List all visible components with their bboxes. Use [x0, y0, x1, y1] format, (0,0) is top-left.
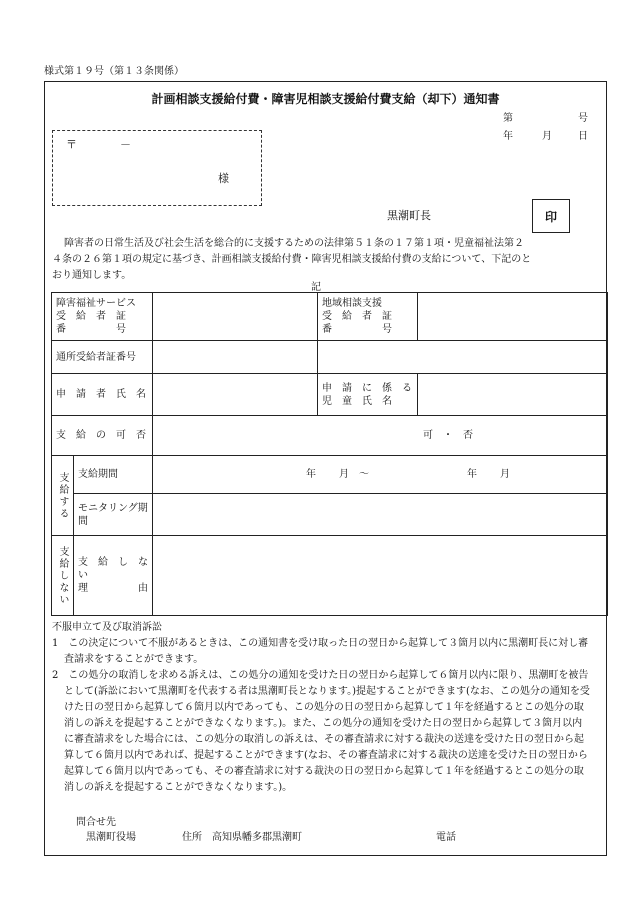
- reason-label: 支 給 し な い 理 由: [74, 536, 153, 616]
- doc-no-prefix: 第: [503, 113, 513, 124]
- child-label: 申 請 に 係 る 児 童 氏 名: [318, 374, 418, 416]
- regional-cert-label: 地域相談支援 受 給 者 証 番 号: [318, 293, 418, 341]
- monitoring-value: [153, 494, 608, 536]
- document-title: 計画相談支援給付費・障害児相談支援給付費支給（却下）通知書: [151, 92, 500, 106]
- contact-heading: 問合せ先: [76, 817, 116, 828]
- suru-label: 支給する: [52, 456, 74, 536]
- reason-value: [153, 536, 608, 616]
- postal-dash: －: [120, 138, 131, 151]
- note-2: 2 この処分の取消しを求める訴えは、この処分の通知を受けた日の翌日から起算して６箇月以内に限り、黒潮町を被告として(訴訟において黒潮町を代表する者は黒潮町長となります。)提起することができます(なお、この処分の通知を受けた日の翌日から起算して６箇月以内であっても、この処分の日の翌日から起算して１年を経過するとこの処分の取消しの訴えを提起することができなくなります。)。また、この処分の通知を受けた日の翌日から起算して３箇月以内に審査請求をした場合には、この処分の取消しの訴えは、その審査請求に対する裁決の送達を受けた日の翌日から起算して６箇月以内であれば、提起することができます(なお、その審査請求に対する裁決の送達を受けた日の翌日から起算して６箇月以内であっても、その審査請求に対する裁決の日の翌日から起算して１年を経過するとこの処分の取消しの訴えを提起することができなくなります。)。: [52, 670, 590, 793]
- postal-mark: 〒: [66, 138, 77, 151]
- approval-label: 支 給 の 可 否: [52, 416, 153, 456]
- applicant-label: 申 請 者 氏 名: [52, 374, 153, 416]
- tsusho-blank: [318, 341, 608, 374]
- honorific: 様: [218, 172, 229, 185]
- date-month: 月: [542, 131, 552, 142]
- notes-heading: 不服申立て及び取消訴訟: [52, 622, 162, 633]
- child-value: [418, 374, 608, 416]
- applicant-value: [153, 374, 318, 416]
- monitoring-label: モニタリング期間: [74, 494, 153, 536]
- issuer-name: 黒潮町長: [387, 209, 431, 222]
- doc-no-suffix: 号: [578, 113, 588, 124]
- tsusho-number-cells: [153, 341, 318, 374]
- period-value: 年 月 ～ 年 月: [153, 456, 608, 494]
- contact-office: 黒潮町役場: [86, 832, 136, 843]
- notes-section: [52, 620, 592, 796]
- period-label: 支給期間: [74, 456, 153, 494]
- address-box: [52, 130, 262, 206]
- tsusho-label: 通所受給者証番号: [52, 341, 153, 374]
- service-cert-label: 障害福祉サービス 受 給 者 証 番 号: [52, 293, 153, 341]
- notice-table: [51, 292, 608, 616]
- form-number: 様式第１９号（第１３条関係）: [44, 66, 184, 77]
- service-cert-number-cells: [153, 293, 318, 341]
- contact-phone: 電話: [436, 832, 456, 843]
- regional-cert-number-cells: [418, 293, 608, 341]
- seal-box: 印: [532, 199, 570, 233]
- date-day: 日: [578, 131, 588, 142]
- date-year: 年: [503, 131, 513, 142]
- shinai-label: 支給しない: [52, 536, 74, 616]
- ki-label: 記: [311, 282, 321, 293]
- contact-address: 住所 高知県幡多郡黒潮町: [182, 832, 302, 843]
- approval-value: 可 ・ 否: [153, 416, 608, 456]
- intro-text: 障害者の日常生活及び社会生活を総合的に支援するための法律第５１条の１７第１項・児童福祉法第２４条の２６第１項の規定に基づき、計画相談支援給付費・障害児相談支援給付費の支給について、下記のとおり通知します。: [52, 238, 532, 281]
- note-1: 1 この決定について不服があるときは、この通知書を受け取った日の翌日から起算して３箇月以内に黒潮町長に対し審査請求をすることができます。: [52, 638, 589, 665]
